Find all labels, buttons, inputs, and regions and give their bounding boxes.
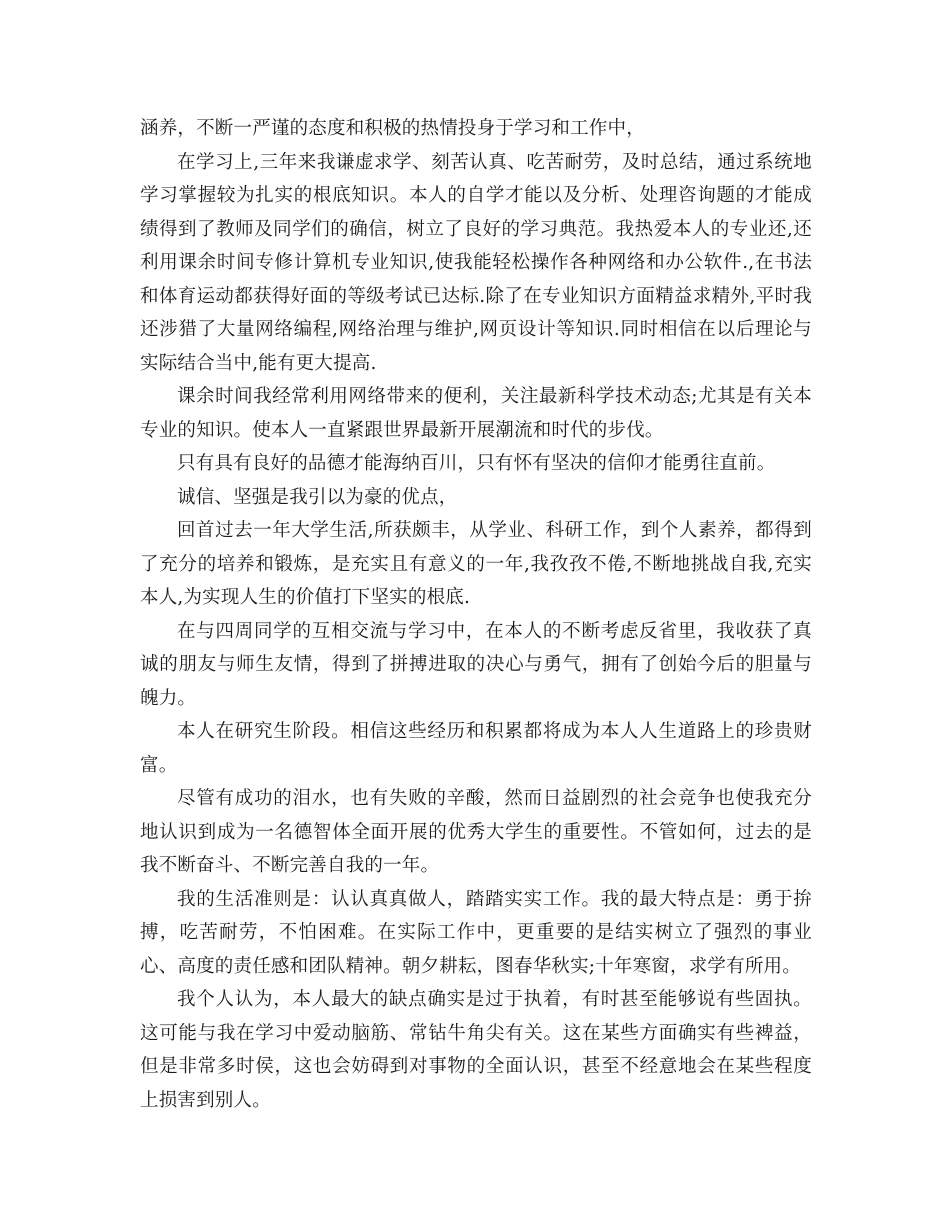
paragraph: 我个人认为，本人最大的缺点确实是过于执着，有时甚至能够说有些固执。这可能与我在学习中爱动脑筋、常钻牛角尖有关。这在某些方面确实有些裨益，但是非常多时侯，这也会妨碍到对事物的全面认识，甚至不经意地会在某些程度上损害到别人。 — [140, 989, 812, 1111]
paragraph: 涵养，不断一严谨的态度和积极的热情投身于学习和工作中， — [140, 118, 645, 139]
paragraph: 只有具有良好的品德才能海纳百川，只有怀有坚决的信仰才能勇往直前。 — [177, 453, 776, 474]
paragraph: 课余时间我经常利用网络带来的便利，关注最新科学技术动态;尤其是有关本专业的知识。使本人一直紧跟世界最新开展潮流和时代的步伐。 — [140, 386, 812, 441]
paragraph: 诚信、坚强是我引以为豪的优点， — [177, 486, 458, 508]
paragraph: 尽管有成功的泪水，也有失败的辛酸，然而日益剧烈的社会竞争也使我充分地认识到成为一名德智体全面开展的优秀大学生的重要性。不管如何，过去的是我不断奋斗、不断完善自我的一年。 — [140, 788, 812, 876]
document-body — [140, 112, 812, 1117]
paragraph: 我的生活准则是：认认真真做人，踏踏实实工作。我的最大特点是：勇于拚搏，吃苦耐劳，不怕困难。在实际工作中，更重要的是结实树立了强烈的事业心、高度的责任感和团队精神。朝夕耕耘，图春华秋实;十年寒窗，求学有所用。 — [140, 888, 812, 977]
paragraph: 回首过去一年大学生活,所获颇丰，从学业、科研工作，到个人素养，都得到了充分的培养和锻炼，是充实且有意义的一年,我孜孜不倦,不断地挑战自我,充实本人,为实现人生的价值打下坚实的根底. — [140, 520, 812, 608]
paragraph: 在与四周同学的互相交流与学习中，在本人的不断考虑反省里，我收获了真诚的朋友与师生友情，得到了拼搏进取的决心与勇气，拥有了创始今后的胆量与魄力。 — [140, 620, 812, 709]
paragraph: 本人在研究生阶段。相信这些经历和积累都将成为本人人生道路上的珍贵财富。 — [140, 721, 812, 776]
paragraph: 在学习上,三年来我谦虚求学、刻苦认真、吃苦耐劳，及时总结，通过系统地学习掌握较为扎实的根底知识。本人的自学才能以及分析、处理咨询题的才能成绩得到了教师及同学们的确信，树立了良好的学习典范。我热爱本人的专业还,还利用课余时间专修计算机专业知识,使我能轻松操作各种网络和办公软件.,在书法和体育运动都获得好面的等级考试已达标.除了在专业知识方面精益求精外,平时我还涉猎了大量网络编程,网络治理与维护,网页设计等知识.同时相信在以后理论与实际结合当中,能有更大提高. — [140, 151, 812, 374]
